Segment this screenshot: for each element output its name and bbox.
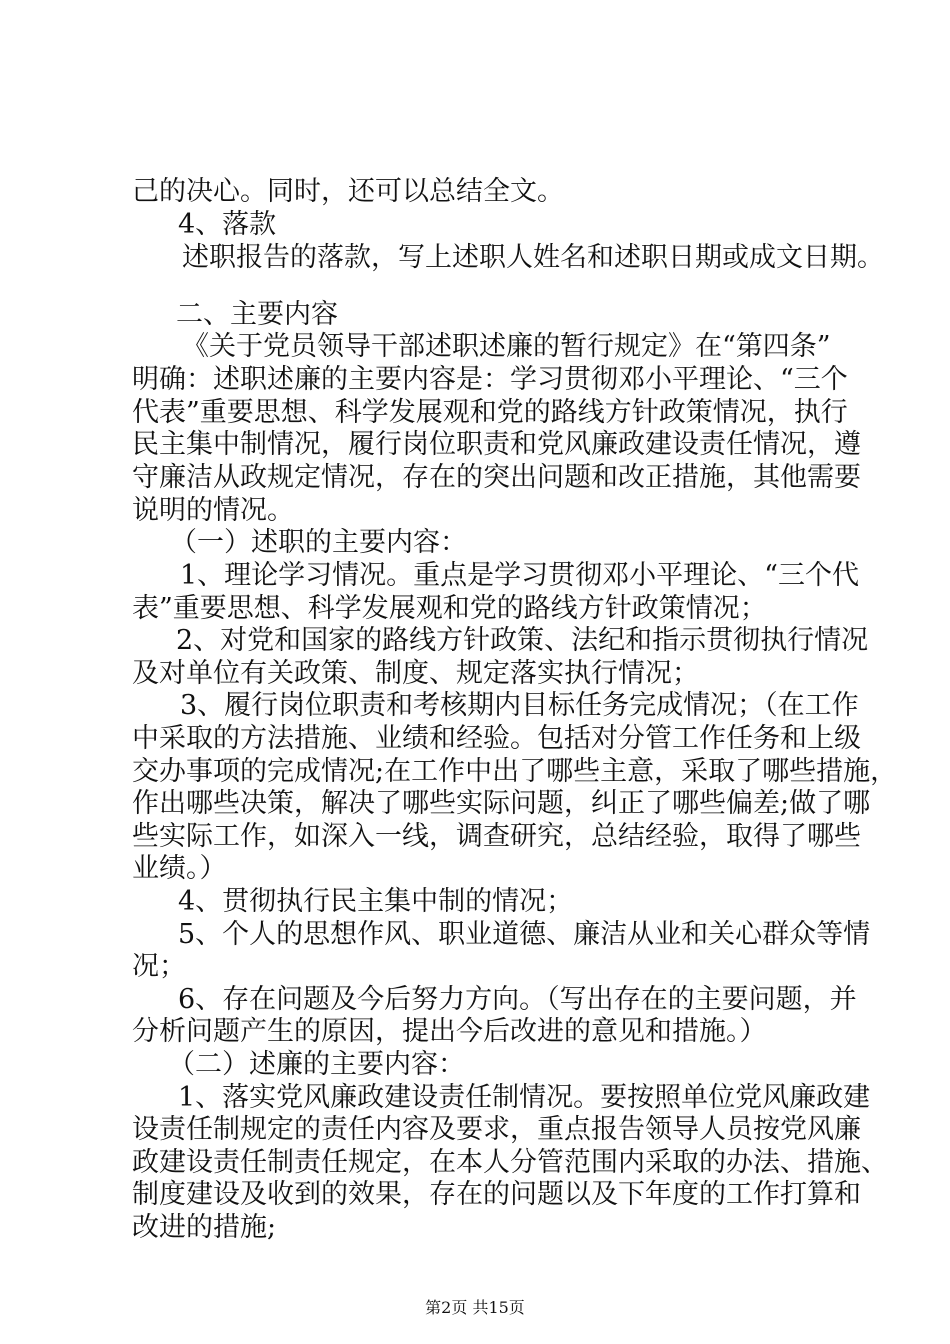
text-line: 民主集中制情况，履行岗位职责和党风廉政建设责任情况，遵 bbox=[132, 429, 861, 460]
section-heading: 二、主要内容 bbox=[176, 299, 338, 330]
text-line: 中采取的方法措施、业绩和经验。包括对分管工作任务和上级 bbox=[132, 723, 861, 754]
text-line: 说明的情况。 bbox=[132, 495, 294, 526]
text-line: 分析问题产生的原因，提出今后改进的意见和措施。） bbox=[132, 1016, 767, 1047]
text-line: 业绩。） bbox=[132, 853, 227, 884]
text-line: 述职报告的落款，写上述职人姓名和述职日期或成文日期。 bbox=[182, 242, 884, 273]
text-line: 设责任制规定的责任内容及要求，重点报告领导人员按党风廉 bbox=[132, 1114, 861, 1145]
text-line: 制度建设及收到的效果，存在的问题以及下年度的工作打算和 bbox=[132, 1179, 861, 1210]
text-line: 3、履行岗位职责和考核期内目标任务完成情况；（在工作 bbox=[180, 690, 859, 721]
text-line: 4、落款 bbox=[178, 209, 277, 240]
text-line: 些实际工作，如深入一线，调查研究，总结经验，取得了哪些 bbox=[132, 821, 861, 852]
text-line: 1、理论学习情况。重点是学习贯彻邓小平理论、“三个代 bbox=[180, 560, 859, 591]
text-line: 况； bbox=[132, 951, 186, 982]
text-line: 己的决心。同时，还可以总结全文。 bbox=[132, 176, 564, 207]
text-line: 及对单位有关政策、制度、规定落实执行情况； bbox=[132, 658, 699, 689]
text-line: 交办事项的完成情况;在工作中出了哪些主意，采取了哪些措施， bbox=[132, 756, 898, 787]
page-number-footer: 第2页 共15页 bbox=[425, 1298, 525, 1317]
text-line: 作出哪些决策，解决了哪些实际问题，纠正了哪些偏差;做了哪 bbox=[132, 788, 871, 819]
text-line: 5、个人的思想作风、职业道德、廉洁从业和关心群众等情 bbox=[178, 919, 871, 950]
text-line: 4、贯彻执行民主集中制的情况； bbox=[178, 886, 574, 917]
text-line: 2、对党和国家的路线方针政策、法纪和指示贯彻执行情况 bbox=[176, 625, 869, 656]
text-line: 代表”重要思想、科学发展观和党的路线方针政策情况，执行 bbox=[132, 397, 848, 428]
text-line: 《关于党员领导干部述职述廉的暂行规定》在“第四条” bbox=[182, 331, 831, 362]
text-line: 政建设责任制责任规定，在本人分管范围内采取的办法、措施、 bbox=[132, 1147, 888, 1178]
subsection-heading: （二）述廉的主要内容： bbox=[168, 1049, 465, 1080]
text-line: 守廉洁从政规定情况，存在的突出问题和改正措施，其他需要 bbox=[132, 462, 861, 493]
subsection-heading: （一）述职的主要内容： bbox=[170, 527, 467, 558]
text-line: 6、存在问题及今后努力方向。（写出存在的主要问题，并 bbox=[178, 984, 857, 1015]
text-line: 1、落实党风廉政建设责任制情况。要按照单位党风廉政建 bbox=[178, 1082, 871, 1113]
text-line: 明确：述职述廉的主要内容是：学习贯彻邓小平理论、“三个 bbox=[132, 364, 848, 395]
text-line: 表”重要思想、科学发展观和党的路线方针政策情况； bbox=[132, 593, 767, 624]
text-line: 改进的措施; bbox=[132, 1212, 277, 1243]
